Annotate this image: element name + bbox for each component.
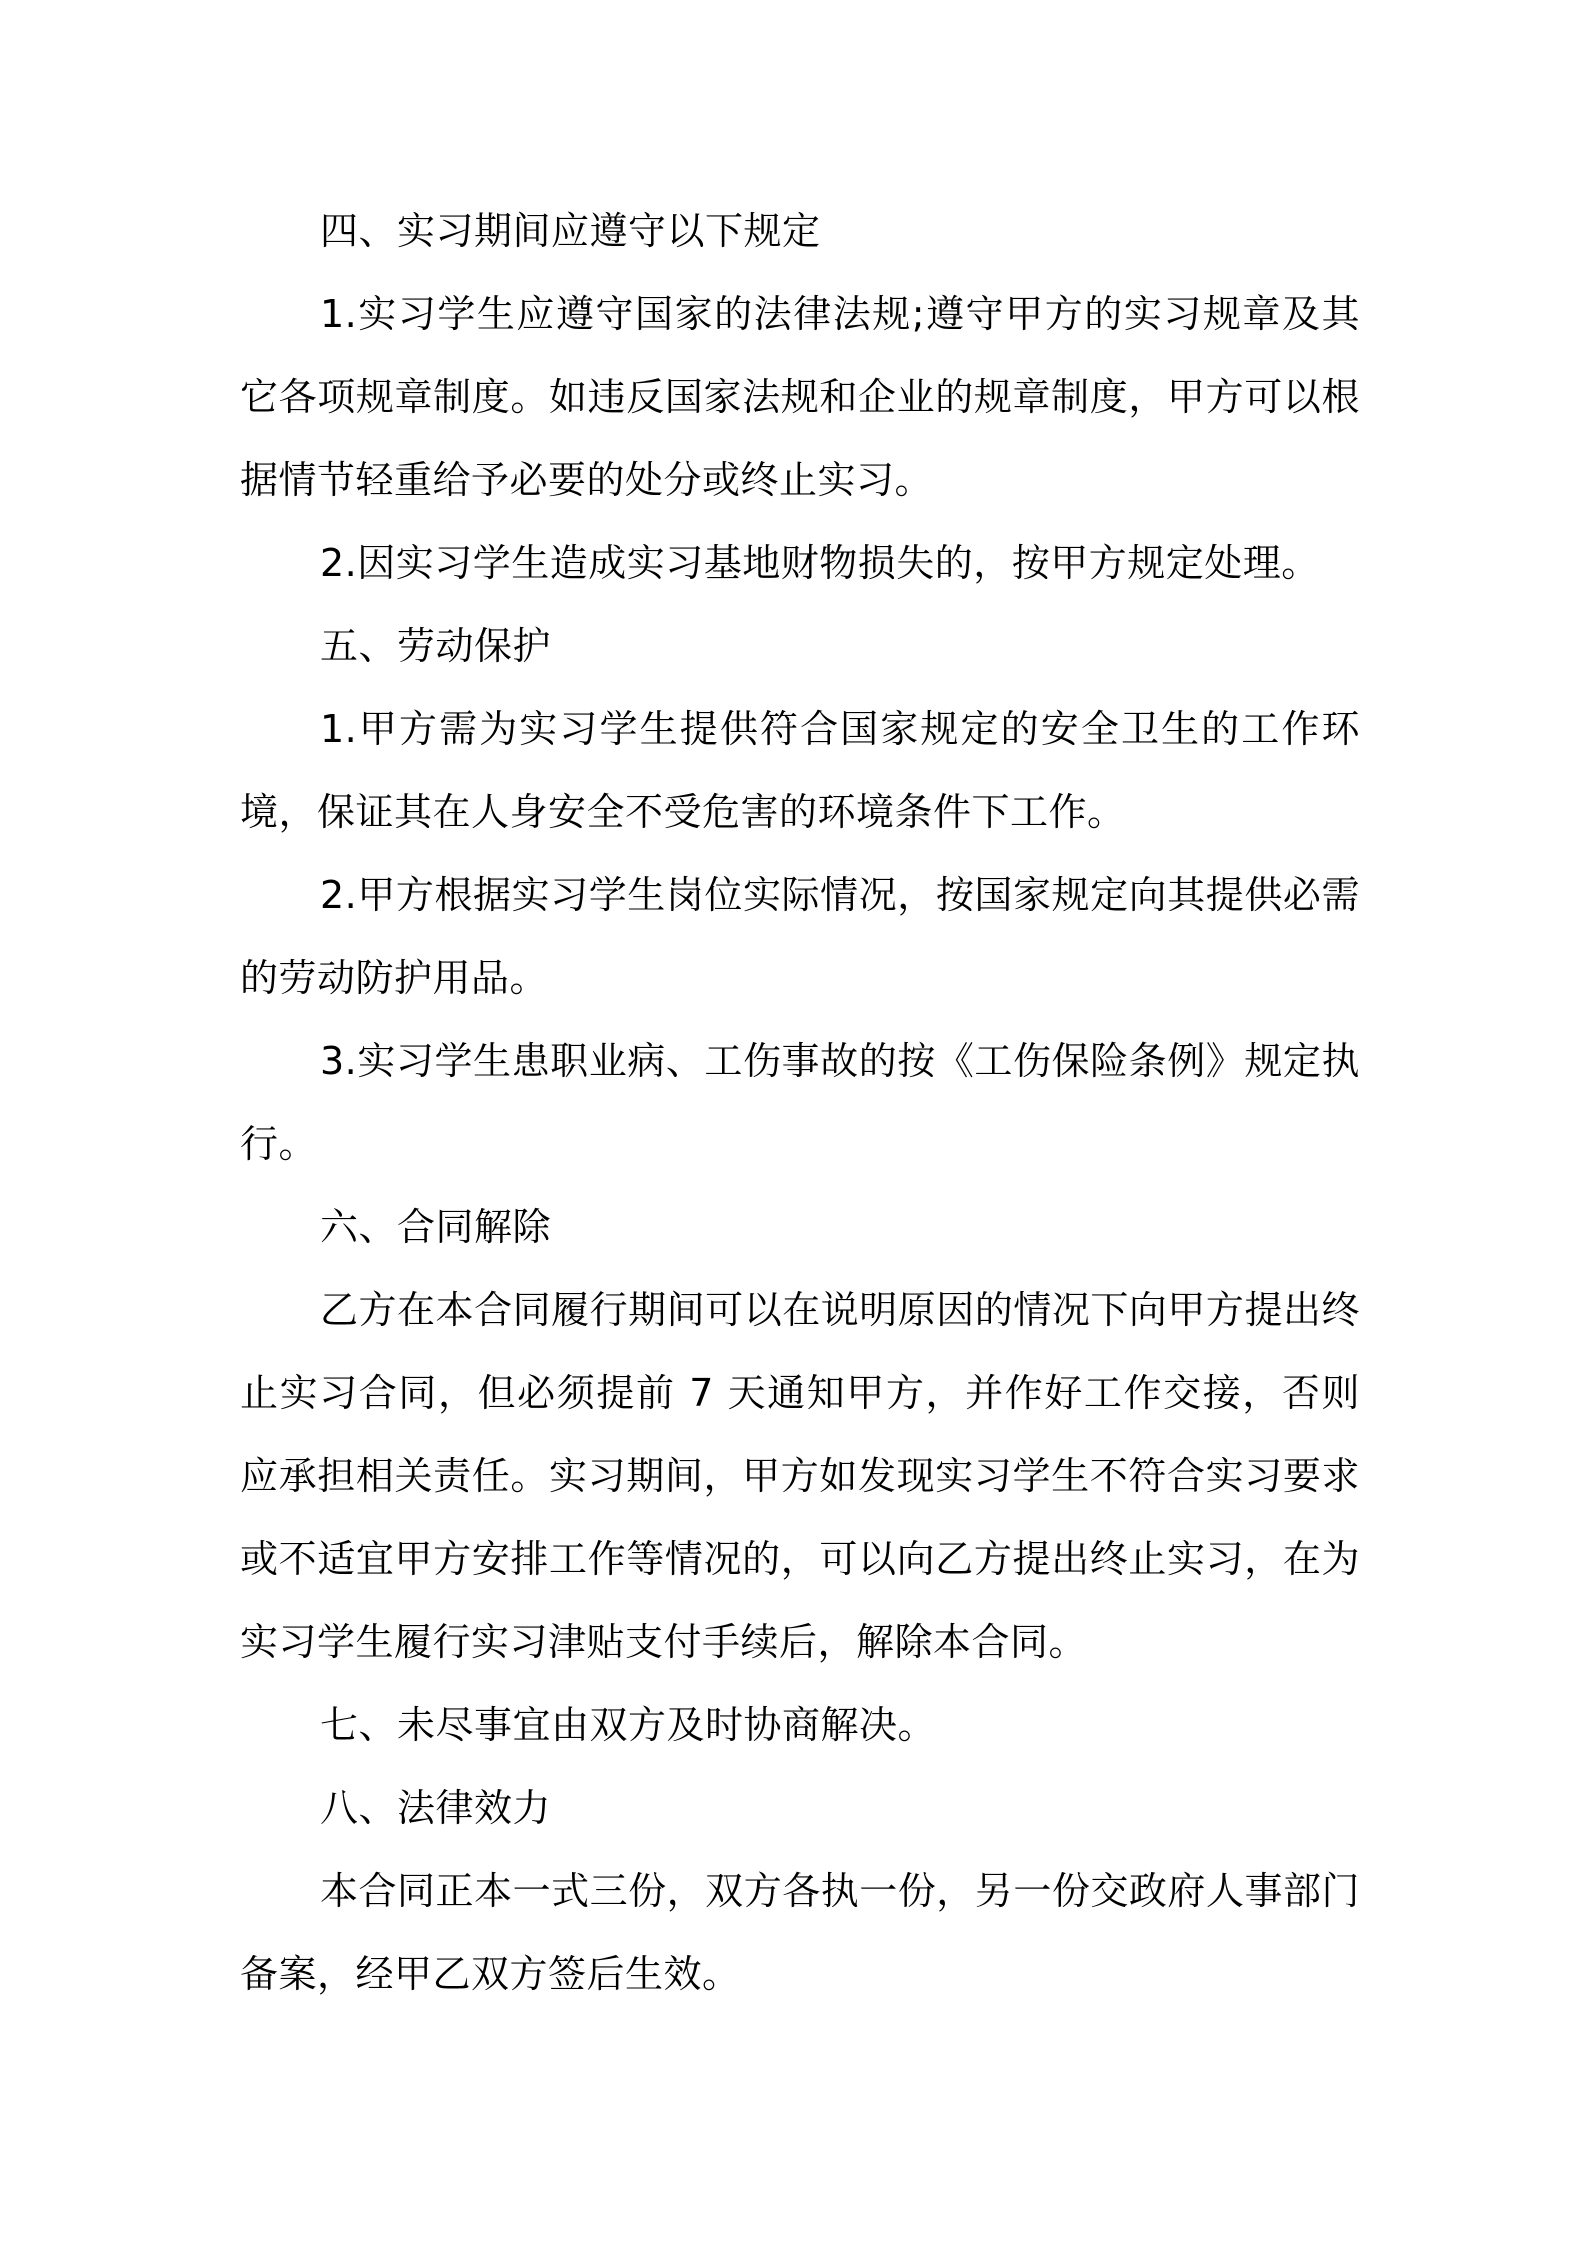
section-5-paragraph-3: 3.实习学生患职业病、工伤事故的按《工伤保险条例》规定执行。 xyxy=(240,1039,1360,1166)
document-page xyxy=(240,190,1360,2016)
section-heading-7: 七、未尽事宜由双方及时协商解决。 xyxy=(320,1703,937,1747)
section-heading-5: 五、劳动保护 xyxy=(320,624,552,668)
section-heading-8: 八、法律效力 xyxy=(320,1786,552,1830)
section-6-paragraph-1: 乙方在本合同履行期间可以在说明原因的情况下向甲方提出终止实习合同，但必须提前 7 天通知甲方，并作好工作交接，否则应承担相关责任。实习期间，甲方如发现实习学生不符合实习要求或不适宜甲方安排工作等情况的，可以向乙方提出终止实习，在为实习学生履行实习津贴支付手续后，解除本合同。 xyxy=(240,1288,1360,1664)
section-4-paragraph-1: 1.实习学生应遵守国家的法律法规;遵守甲方的实习规章及其它各项规章制度。如违反国家法规和企业的规章制度，甲方可以根据情节轻重给予必要的处分或终止实习。 xyxy=(240,292,1360,502)
section-4-paragraph-2: 2.因实习学生造成实习基地财物损失的，按甲方规定处理。 xyxy=(320,541,1320,585)
section-5-paragraph-2: 2.甲方根据实习学生岗位实际情况，按国家规定向其提供必需的劳动防护用品。 xyxy=(240,873,1360,1000)
section-5-paragraph-1: 1.甲方需为实习学生提供符合国家规定的安全卫生的工作环境，保证其在人身安全不受危害的环境条件下工作。 xyxy=(240,707,1360,834)
section-heading-4: 四、实习期间应遵守以下规定 xyxy=(320,209,821,253)
section-8-paragraph-1: 本合同正本一式三份，双方各执一份，另一份交政府人事部门备案，经甲乙双方签后生效。 xyxy=(240,1869,1360,1996)
section-heading-6: 六、合同解除 xyxy=(320,1205,552,1249)
